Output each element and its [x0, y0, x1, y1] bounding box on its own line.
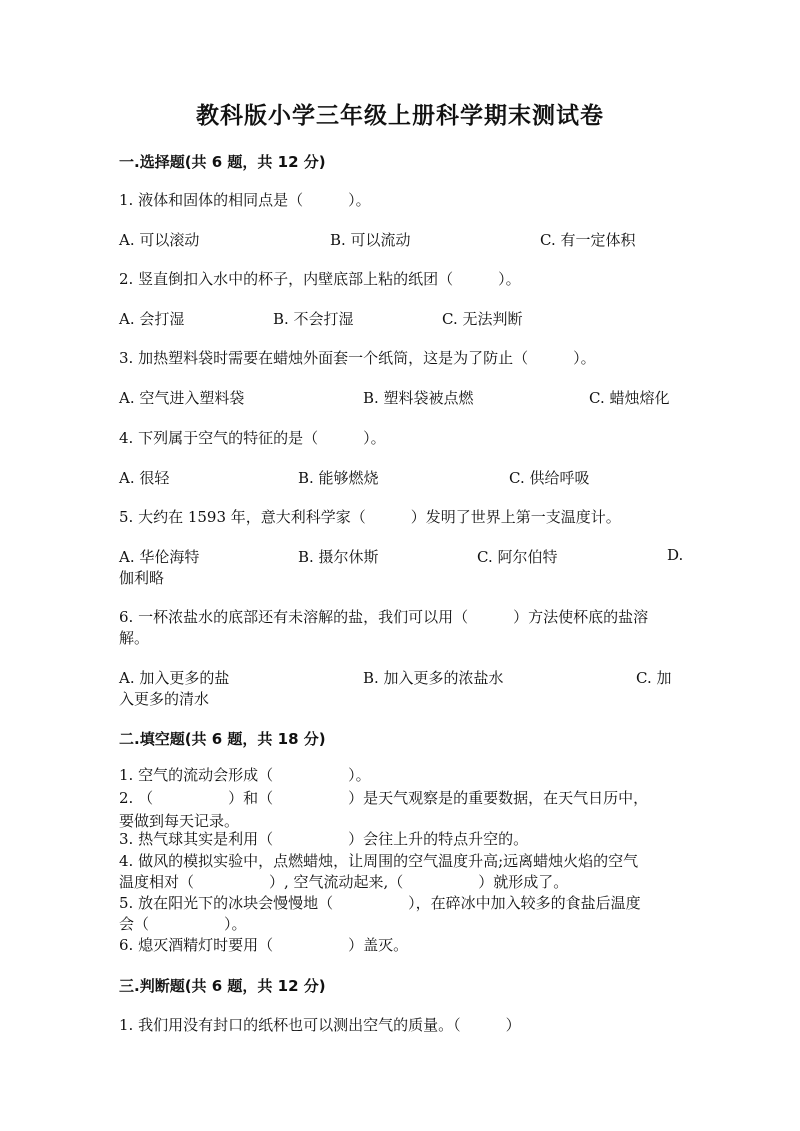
question-6-stem: 6. 一杯浓盐水的底部还有未溶解的盐，我们可以用（ ）方法使杯底的盐溶: [119, 608, 649, 626]
fill-line-4: 3. 热气球其实是利用（ ）会往上升的特点升空的。: [119, 830, 529, 848]
fill-line-6: 温度相对（ ）, 空气流动起来,（ ）就形成了。: [119, 873, 569, 891]
question-2-option-c: C. 无法判断: [442, 310, 523, 328]
question-4-option-a: A. 很轻: [119, 469, 170, 487]
question-5-option-b: B. 摄尔休斯: [298, 548, 379, 566]
question-3-stem: 3. 加热塑料袋时需要在蜡烛外面套一个纸筒，这是为了防止（ ）。: [119, 349, 596, 367]
question-1-option-c: C. 有一定体积: [540, 231, 636, 249]
question-6-option-a: A. 加入更多的盐: [119, 669, 230, 687]
question-3-option-a: A. 空气进入塑料袋: [119, 389, 245, 407]
fill-line-9: 6. 熄灭酒精灯时要用（ ）盖灭。: [119, 936, 409, 954]
question-3-option-b: B. 塑料袋被点燃: [363, 389, 474, 407]
fill-line-2: 2. （ ）和（ ）是天气观察是的重要数据，在天气日历中，: [119, 789, 649, 807]
question-2-option-b: B. 不会打湿: [273, 310, 354, 328]
question-6-option-c-wrap: 入更多的清水: [119, 690, 210, 708]
section-heading-judge: 三.判断题(共 6 题，共 12 分): [119, 977, 326, 995]
question-5-stem: 5. 大约在 1593 年，意大利科学家（ ）发明了世界上第一支温度计。: [119, 508, 621, 526]
page-title: 教科版小学三年级上册科学期末测试卷: [196, 103, 604, 129]
section-heading-choice: 一.选择题(共 6 题，共 12 分): [119, 153, 326, 171]
fill-line-1: 1. 空气的流动会形成（ ）。: [119, 766, 371, 784]
question-6-option-b: B. 加入更多的浓盐水: [363, 669, 504, 687]
question-2-option-a: A. 会打湿: [119, 310, 185, 328]
fill-line-5: 4. 做风的模拟实验中，点燃蜡烛，让周围的空气温度升高;远离蜡烛火焰的空气: [119, 852, 639, 870]
question-4-option-c: C. 供给呼吸: [509, 469, 590, 487]
question-1-option-a: A. 可以滚动: [119, 231, 200, 249]
fill-line-7: 5. 放在阳光下的冰块会慢慢地（ ），在碎冰中加入较多的食盐后温度: [119, 894, 641, 912]
fill-line-3: 要做到每天记录。: [119, 812, 240, 830]
fill-line-8: 会（ ）。: [119, 915, 247, 933]
question-1-stem: 1. 液体和固体的相同点是（ ）。: [119, 191, 371, 209]
question-5-option-d-text: 伽利略: [119, 569, 165, 587]
question-5-option-c: C. 阿尔伯特: [477, 548, 558, 566]
question-4-option-b: B. 能够燃烧: [298, 469, 379, 487]
question-4-stem: 4. 下列属于空气的特征的是（ ）。: [119, 429, 386, 447]
question-1-option-b: B. 可以流动: [330, 231, 411, 249]
question-6-stem-wrap: 解。: [119, 629, 150, 647]
question-5-option-a: A. 华伦海特: [119, 548, 200, 566]
question-6-option-c: C. 加: [636, 669, 672, 687]
question-3-option-c: C. 蜡烛熔化: [589, 389, 670, 407]
question-5-option-d: D.: [667, 546, 684, 564]
judge-question-1: 1. 我们用没有封口的纸杯也可以测出空气的质量。（ ）: [119, 1016, 521, 1034]
question-2-stem: 2. 竖直倒扣入水中的杯子，内壁底部上粘的纸团（ ）。: [119, 270, 521, 288]
section-heading-fill: 二.填空题(共 6 题，共 18 分): [119, 730, 326, 748]
